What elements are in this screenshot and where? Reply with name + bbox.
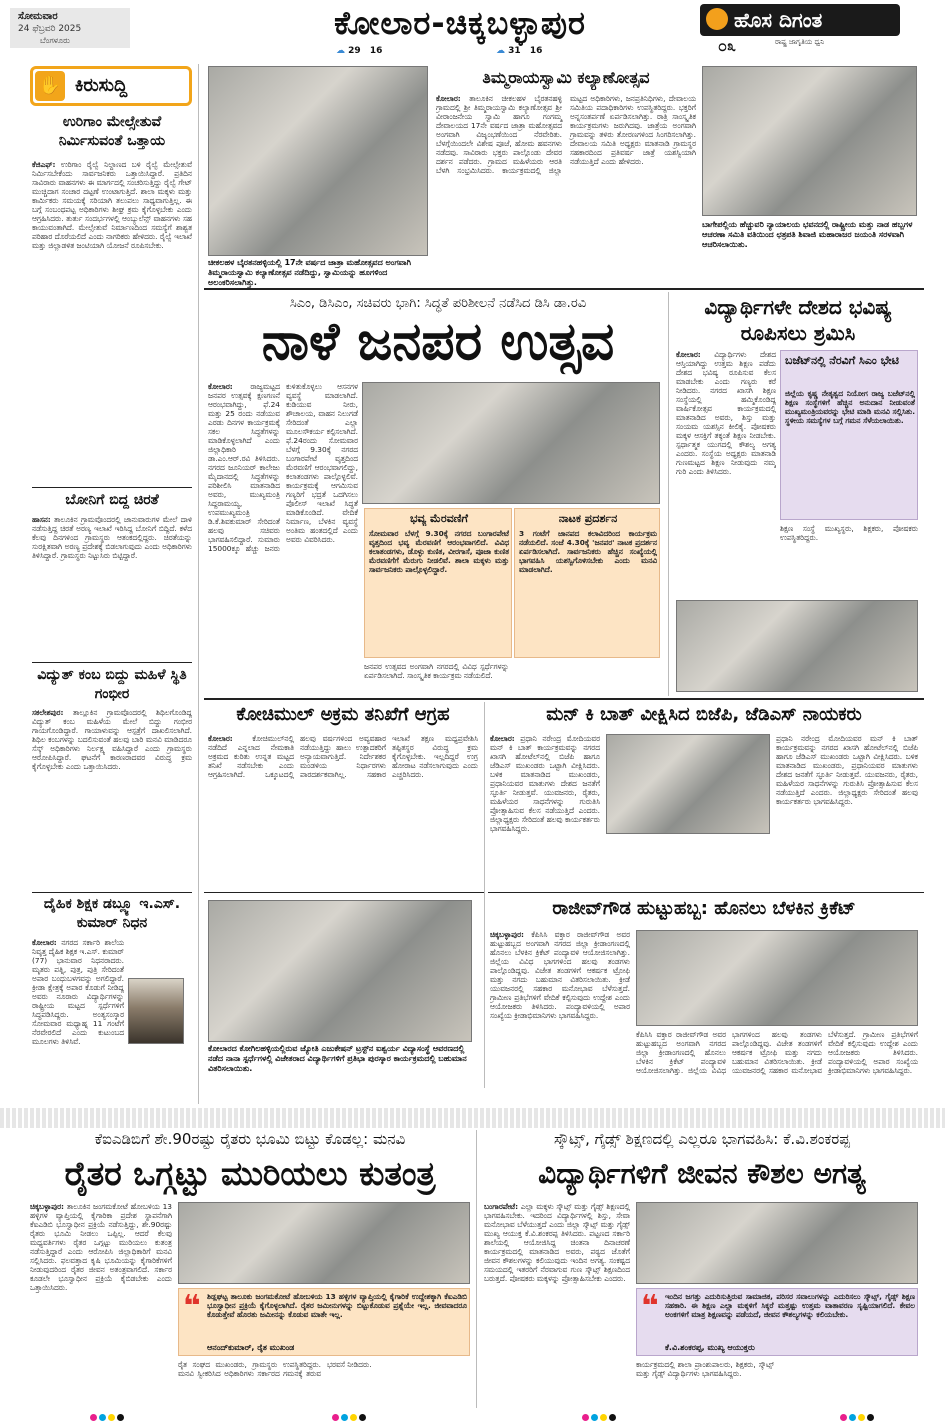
bottom-left-text: ತಾಲೂಕಿನ ಜಂಗಮಕೋಟೆ ಹೋಬಳಿಯ 13 ಹಳ್ಳಿಗಳ ವ್ಯಾಪ್ತಿಯಲ್ಲಿ ಕೈಗಾರಿಕಾ ಪ್ರದೇಶ ಸ್ಥಾಪನೆಗಾಗಿ ಕೆಐಎಡಿಬಿ ಭೂಸ್ವಾಧೀನ ಪ್ರಕ್ರಿಯೆ ನಡೆಸುತ್ತಿದ್ದು, ಶೇ.90ರಷ್ಟು ರೈತರು ಭೂಮಿ ನೀಡಲು ಒಪ್ಪಿಲ್ಲ. ಆದರೆ ಕೆಲವು ಮಧ್ಯವರ್ತಿಗಳು ರೈತರ ಒಗ್ಗಟ್ಟು ಮುರಿಯಲು ಕುತಂತ್ರ ನಡೆಸುತ್ತಿದ್ದಾರೆ ಎಂದು ಆರೋಪಿಸಿ ಜಿಲ್ಲಾಧಿಕಾರಿಗೆ ಮನವಿ ಸಲ್ಲಿಸಿದರು. ಫಲವತ್ತಾದ ಕೃಷಿ ಭೂಮಿಯನ್ನು ಕೈಗಾರಿಕೆಗಳಿಗೆ ನೀಡುವುದರಿಂದ ರೈತರ ಜೀವನ ಅತಂತ್ರವಾಗಲಿದೆ. ಸರ್ಕಾರ ಕೂಡಲೇ ಭೂಸ್ವಾಧೀನ ಪ್ರಕ್ರಿಯೆ ಕೈಬಿಡಬೇಕು ಎಂದು ಒತ್ತಾಯಿಸಿದರು. [30, 1202, 172, 1292]
brief-4-body [32, 938, 124, 1084]
court-photo-caption: ಬಾಗೇಪಲ್ಲಿಯ ಹೆಚ್ಚುವರಿ ನ್ಯಾಯಾಲಯ ಭವನದಲ್ಲಿ ರಾಷ್ಟ್ರೀಯ ಮತ್ತು ನಾಡ ಹಬ್ಬಗಳ ಆಚರಣಾ ಸಮಿತಿ ವತಿಯಿಂದ ಛತ್ರಪತಿ ಶಿವಾಜಿ ಮಹಾರಾಜರ ಜಯಂತಿ ಸರಳವಾಗಿ ಆಚರಿಸಲಾಯಿತು. [702, 220, 913, 249]
lead-box-1-text: ಸೋಮವಾರ ಬೆಳಗ್ಗೆ 9.30ಕ್ಕೆ ನಗರದ ಬಂಗಾರಪೇಟೆ ವೃತ್ತದಿಂದ ಭವ್ಯ ಮೆರವಣಿಗೆ ಆರಂಭವಾಗಲಿದೆ. ವಿವಿಧ ಕಲಾತಂಡಗಳು, ಡೊಳ್ಳು ಕುಣಿತ, ವೀರಗಾಸೆ, ಪೂಜಾ ಕುಣಿತ ಮೆರವಣಿಗೆಗೆ ಮೆರುಗು ನೀಡಲಿವೆ. ಶಾಲಾ ಮಕ್ಕಳು ಮತ್ತು ಸಾರ್ವಜನಿಕರು ಪಾಲ್ಗೊಳ್ಳಲಿದ್ದಾರೆ. [369, 529, 509, 574]
lead-headline: ನಾಳೆ ಜನಪರ ಉತ್ಸವ [261, 312, 615, 372]
date-day: ಸೋಮವಾರ [18, 11, 58, 22]
bottom-right-body [484, 1202, 630, 1406]
right-story-box-text: ಜಿಲ್ಲೆಯ ಕೃಷ್ಣ ನೇತೃತ್ವದ ನಿಯೋಗ ರಾಜ್ಯ ಬಜೆಟ್‌ನಲ್ಲಿ ಶಿಕ್ಷಣ ಸಂಸ್ಥೆಗಳಿಗೆ ಹೆಚ್ಚಿನ ಅನುದಾನ ನೀಡುವಂತೆ ಮುಖ್ಯಮಂತ್ರಿಯವರನ್ನು ಭೇಟಿ ಮಾಡಿ ಮನವಿ ಸಲ್ಲಿಸಿತು. ಸ್ಥಳೀಯ ಸಮಸ್ಯೆಗಳ ಬಗ್ಗೆ ಗಮನ ಸೆಳೆಯಲಾಯಿತು. [785, 389, 915, 425]
group-photo-caption: ಕೋಲಾರದ ಕೋಗಿಲಹಳ್ಳಿಯಲ್ಲಿರುವ ಜ್ಯೋತಿ ಎಜುಕೇಷನ್ ಟ್ರಸ್ಟ್‌ನ ಐಶ್ವರ್ಯ ವಿದ್ಯಾಸಂಸ್ಥೆ ಆವರಣದಲ್ಲಿ ನಡೆದ ನಾನಾ ಸ್ಪರ್ಧೆಗಳಲ್ಲಿ ವಿಜೇತರಾದ ವಿದ್ಯಾರ್ಥಿಗಳಿಗೆ ಪ್ರತಿಭಾ ಪುರಸ್ಕಾರ ಕಾರ್ಯಕ್ರಮದಲ್ಲಿ ಬಹುಮಾನ ವಿತರಿಸಲಾಯಿತು. [208, 1044, 467, 1073]
section-title: ಕೋಲಾರ-ಚಿಕ್ಕಬಳ್ಳಾಪುರ [334, 4, 586, 42]
brand-name: ಹೊಸ ದಿಗಂತ [734, 8, 823, 32]
right-story-headline: ವಿದ್ಯಾರ್ಥಿಗಳೇ ದೇಶದ ಭವಿಷ್ಯ ರೂಪಿಸಲು ಶ್ರಮಿಸಿ [704, 295, 892, 345]
mannkibaat-dateline: ಕೋಲಾರ: [490, 734, 515, 743]
bottom-left-headline: ರೈತರ ಒಗ್ಗಟ್ಟು ಮುರಿಯಲು ಕುತಂತ್ರ [64, 1154, 436, 1193]
divider [32, 662, 192, 663]
divider [32, 487, 192, 488]
right-story-tail: ಶಿಕ್ಷಣ ಸಂಸ್ಥೆ ಮುಖ್ಯಸ್ಥರು, ಶಿಕ್ಷಕರು, ಪೋಷಕರು ಉಪಸ್ಥಿತರಿದ್ದರು. [780, 524, 918, 542]
cricket-dateline: ಚಿಕ್ಕಬಳ್ಳಾಪುರ: [490, 930, 524, 939]
bottom-left-kicker: ಕೆಐಎಡಿಬಿಗೆ ಶೇ.90ರಷ್ಟು ರೈತರು ಭೂಮಿ ಬಿಟ್ಟು ಕೊಡಲ್ಲ: ಮನವಿ [94, 1130, 406, 1148]
temple-photo [208, 66, 428, 256]
quote-mark-icon: ❝ [183, 1289, 201, 1324]
date-block [10, 8, 130, 48]
cricket-body-b: ಕೆಪಿಸಿಸಿ ವಕ್ತಾರ ರಾಜೀವ್‌ಗೌಡ ಅವರ ಹುಟ್ಟುಹಬ್ಬದ ಅಂಗವಾಗಿ ನಗರದ ಜಿಲ್ಲಾ ಕ್ರೀಡಾಂಗಣದಲ್ಲಿ ಹೊನಲು ಬೆಳಕಿನ ಕ್ರಿಕೆಟ್ ಪಂದ್ಯಾವಳಿ ಆಯೋಜಿಸಲಾಗಿತ್ತು. ಜಿಲ್ಲೆಯ ವಿವಿಧ ಭಾಗಗಳಿಂದ ಹಲವು ತಂಡಗಳು ಪಾಲ್ಗೊಂಡಿದ್ದವು. ವಿಜೇತ ತಂಡಗಳಿಗೆ ಆಕರ್ಷಕ ಟ್ರೋಫಿ ಮತ್ತು ನಗದು ಬಹುಮಾನ ವಿತರಿಸಲಾಯಿತು. ಕ್ರೀಡೆ ಯುವಜನರಲ್ಲಿ ಸಹಕಾರ ಮನೋಭಾವ ಬೆಳೆಸುತ್ತದೆ. ಗ್ರಾಮೀಣ ಪ್ರತಿಭೆಗಳಿಗೆ ವೇದಿಕೆ ಕಲ್ಪಿಸುವುದು ಉದ್ದೇಶ ಎಂದು ಆಯೋಜಕರು ತಿಳಿಸಿದರು. ಪಂದ್ಯಾವಳಿಯಲ್ಲಿ ಅಪಾರ ಸಂಖ್ಯೆಯ ಕ್ರೀಡಾಭಿಮಾನಿಗಳು ಭಾಗವಹಿಸಿದ್ದರು. [636, 1030, 918, 1075]
farmers-photo [178, 1202, 470, 1284]
brief-1-body [32, 160, 192, 482]
cricket-body-a [490, 930, 630, 1084]
brief-3-headline: ವಿದ್ಯುತ್ ಕಂಬ ಬಿದ್ದು ಮಹಿಳೆ ಸ್ಥಿತಿ ಗಂಭೀರ [37, 667, 187, 702]
divider [204, 288, 924, 290]
lead-box-1-title: ಭವ್ಯ ಮೆರವಣಿಗೆ [410, 512, 468, 525]
bottom-left-dateline: ಚಿಕ್ಕಬಳ್ಳಾಪುರ: [30, 1202, 64, 1211]
registration-marks [90, 1406, 150, 1416]
brief-4-text: ನಗರದ ಸರ್ಕಾರಿ ಶಾಲೆಯ ನಿವೃತ್ತ ದೈಹಿಕ ಶಿಕ್ಷಕ ಇ.ಎಸ್. ಕುಮಾರ್ (77) ಭಾನುವಾರ ನಿಧನರಾದರು. ಮೃತರು ಪತ್ನಿ, ಪುತ್ರ, ಪುತ್ರಿ ಸೇರಿದಂತೆ ಅಪಾರ ಬಂಧುಬಳಗವನ್ನು ಅಗಲಿದ್ದಾರೆ. ಕ್ರೀಡಾ ಕ್ಷೇತ್ರಕ್ಕೆ ಅಪಾರ ಕೊಡುಗೆ ನೀಡಿದ್ದ ಅವರು ನೂರಾರು ವಿದ್ಯಾರ್ಥಿಗಳನ್ನು ರಾಷ್ಟ್ರೀಯ ಮಟ್ಟದ ಸ್ಪರ್ಧೆಗಳಿಗೆ ಸಿದ್ಧಪಡಿಸಿದ್ದರು. ಅಂತ್ಯಸಂಸ್ಕಾರ ಸೋಮವಾರ ಮಧ್ಯಾಹ್ನ 11 ಗಂಟೆಗೆ ನೆರವೇರಲಿದೆ ಎಂದು ಕುಟುಂಬದ ಮೂಲಗಳು ತಿಳಿಸಿವೆ. [32, 938, 124, 1046]
lead-box-2-text: 3 ಗಂಟೆಗೆ ಜಾನಪದ ಕಲಾವಿದರಿಂದ ಕಾರ್ಯಕ್ರಮ ನಡೆಯಲಿದೆ. ಸಂಜೆ 4.30ಕ್ಕೆ 'ಜನಪರ' ನಾಟಕ ಪ್ರದರ್ಶನ ಏರ್ಪಡಿಸಲಾಗಿದೆ. ಸಾರ್ವಜನಿಕರು ಹೆಚ್ಚಿನ ಸಂಖ್ಯೆಯಲ್ಲಿ ಭಾಗವಹಿಸಿ ಯಶಸ್ವಿಗೊಳಿಸಬೇಕು ಎಂದು ಮನವಿ ಮಾಡಲಾಗಿದೆ. [519, 529, 657, 574]
hand-icon: ✋ [35, 71, 65, 101]
weather-high: 29 [348, 46, 361, 56]
right-story-text: ವಿದ್ಯಾರ್ಥಿಗಳು ದೇಶದ ಆಸ್ತಿಯಾಗಿದ್ದು ಉತ್ತಮ ಶಿಕ್ಷಣ ಪಡೆದು ದೇಶದ ಭವಿಷ್ಯ ರೂಪಿಸುವ ಕೆಲಸ ಮಾಡಬೇಕು ಎಂದು ಗಣ್ಯರು ಕರೆ ನೀಡಿದರು. ನಗರದ ಖಾಸಗಿ ಶಿಕ್ಷಣ ಸಂಸ್ಥೆಯಲ್ಲಿ ಹಮ್ಮಿಕೊಂಡಿದ್ದ ವಾರ್ಷಿಕೋತ್ಸವ ಕಾರ್ಯಕ್ರಮದಲ್ಲಿ ಮಾತನಾಡಿದ ಅವರು, ಶಿಸ್ತು ಮತ್ತು ಸಂಯಮ ಯಶಸ್ಸಿನ ಕೀಲಿಕೈ. ಪೋಷಕರು ಮಕ್ಕಳ ಆಸಕ್ತಿಗೆ ತಕ್ಕಂತೆ ಶಿಕ್ಷಣ ನೀಡಬೇಕು. ಸ್ಪರ್ಧಾತ್ಮಕ ಯುಗದಲ್ಲಿ ಕೌಶಲ್ಯ ಅಗತ್ಯ ಎಂದರು. ಸಂಸ್ಥೆಯ ಅಧ್ಯಕ್ಷರು ಮಾತನಾಡಿ ಗುಣಮಟ್ಟದ ಶಿಕ್ಷಣ ನೀಡುವುದು ನಮ್ಮ ಗುರಿ ಎಂದು ತಿಳಿಸಿದರು. [676, 350, 776, 476]
scouts-photo [636, 1202, 918, 1284]
lead-box-2-title: ನಾಟಕ ಪ್ರದರ್ಶನ [558, 512, 618, 525]
kochimul-body [208, 734, 478, 884]
column-rule [668, 292, 669, 696]
brief-1-text: ಉರಿಗಾಂ ರೈಲ್ವೆ ನಿಲ್ದಾಣದ ಬಳಿ ರೈಲ್ವೆ ಮೇಲ್ಸೇತುವೆ ನಿರ್ಮಿಸಬೇಕೆಂದು ಸಾರ್ವಜನಿಕರು ಒತ್ತಾಯಿಸಿದ್ದಾರೆ. ಪ್ರತಿದಿನ ಸಾವಿರಾರು ವಾಹನಗಳು ಈ ಮಾರ್ಗದಲ್ಲಿ ಸಂಚರಿಸುತ್ತಿದ್ದು ರೈಲ್ವೆ ಗೇಟ್ ಮುಚ್ಚಿದಾಗ ಸಂಚಾರ ದಟ್ಟಣೆ ಉಂಟಾಗುತ್ತಿದೆ. ಶಾಲಾ ಮಕ್ಕಳು ಮತ್ತು ಕಾರ್ಮಿಕರು ಸಮಯಕ್ಕೆ ಸರಿಯಾಗಿ ತಲುಪಲು ಸಾಧ್ಯವಾಗುತ್ತಿಲ್ಲ. ಈ ಬಗ್ಗೆ ಸಂಬಂಧಪಟ್ಟ ಅಧಿಕಾರಿಗಳು ಶೀಘ್ರ ಕ್ರಮ ಕೈಗೊಳ್ಳಬೇಕು ಎಂದು ಆಗ್ರಹಿಸಿದರು. ತುರ್ತು ಸಂದರ್ಭಗಳಲ್ಲಿ ಆಂಬ್ಯುಲೆನ್ಸ್ ವಾಹನಗಳು ಸಹ ಕಾಯುವಂತಾಗಿದೆ. ಮೇಲ್ಸೇತುವೆ ನಿರ್ಮಾಣದಿಂದ ಸಮಸ್ಯೆಗೆ ಶಾಶ್ವತ ಪರಿಹಾರ ದೊರೆಯಲಿದೆ ಎಂದು ನಾಗರಿಕರು ಹೇಳಿದರು. ರೈಲ್ವೆ ಇಲಾಖೆ ಮತ್ತು ಜಿಲ್ಲಾಡಳಿತ ಜಂಟಿಯಾಗಿ ಯೋಜನೆ ರೂಪಿಸಬೇಕು. [32, 160, 192, 250]
bottom-left-tail: ರೈತ ಸಂಘದ ಮುಖಂಡರು, ಗ್ರಾಮಸ್ಥರು ಉಪಸ್ಥಿತರಿದ್ದರು. ಮನವಿ ಸ್ವೀಕರಿಸಿದ ಅಧಿಕಾರಿಗಳು ಸರ್ಕಾರದ ಗಮನಕ್ಕೆ ತರುವ ಭರವಸೆ ನೀಡಿದರು. [178, 1360, 372, 1378]
brief-2-body [32, 515, 192, 658]
brand-tagline: ರಾಷ್ಟ್ರ ಜಾಗೃತಿಯ ಧ್ವನಿ [775, 38, 825, 46]
divider [204, 698, 924, 700]
weather-low: 16 [529, 46, 543, 56]
bottom-right-kicker: ಸ್ಕೌಟ್ಸ್, ಗೈಡ್ಸ್ ಶಿಕ್ಷಣದಲ್ಲಿ ಎಲ್ಲರೂ ಭಾಗವಹಿಸಿ: ಕೆ.ವಿ.ಶಂಕರಪ್ಪ [554, 1130, 850, 1148]
divider [488, 892, 924, 893]
temple-story-body [436, 94, 696, 284]
column-rule [484, 702, 485, 1088]
sun-cloud-icon: ☁ [496, 46, 505, 56]
masthead [0, 0, 945, 60]
lead-box-1 [364, 508, 512, 658]
temple-story-dateline: ಕೋಲಾರ: [436, 94, 461, 103]
bottom-left-body [30, 1202, 172, 1406]
divider [204, 892, 484, 893]
right-story-box [780, 350, 918, 520]
brief-2-dateline: ಹಾಸನ: [32, 515, 51, 524]
weather-2 [496, 46, 542, 56]
right-story-photo [676, 600, 918, 692]
brief-1-headline: ಉರಿಗಾಂ ಮೇಲ್ಸೇತುವೆ ನಿರ್ಮಿಸುವಂತೆ ಒತ್ತಾಯ [58, 114, 166, 149]
kochimul-dateline: ಕೋಲಾರ: [208, 734, 233, 743]
registration-marks [332, 1406, 392, 1416]
cricket-photo [636, 930, 918, 1026]
mannkibaat-text: ಪ್ರಧಾನಿ ನರೇಂದ್ರ ಮೋದಿಯವರ ಮನ್ ಕಿ ಬಾತ್ ಕಾರ್ಯಕ್ರಮವನ್ನು ನಗರದ ಖಾಸಗಿ ಹೋಟೆಲ್‌ನಲ್ಲಿ ಬಿಜೆಪಿ ಹಾಗೂ ಜೆಡಿಎಸ್ ಮುಖಂಡರು ಒಟ್ಟಾಗಿ ವೀಕ್ಷಿಸಿದರು. ಬಳಿಕ ಮಾತನಾಡಿದ ಮುಖಂಡರು, ಪ್ರಧಾನಿಯವರ ಮಾತುಗಳು ದೇಶದ ಜನತೆಗೆ ಸ್ಫೂರ್ತಿ ನೀಡುತ್ತವೆ. ಯುವಜನರು, ರೈತರು, ಮಹಿಳೆಯರ ಸಾಧನೆಗಳನ್ನು ಗುರುತಿಸಿ ಪ್ರೋತ್ಸಾಹಿಸುವ ಕೆಲಸ ನಡೆಯುತ್ತಿದೆ ಎಂದರು. ಜಿಲ್ಲಾಧ್ಯಕ್ಷರು ಸೇರಿದಂತೆ ಹಲವು ಕಾರ್ಯಕರ್ತರು ಭಾಗವಹಿಸಿದ್ದರು. [490, 734, 600, 833]
scouts-quote-author: ಕೆ.ವಿ.ಶಂಕರಪ್ಪ, ಮುಖ್ಯ ಆಯುಕ್ತರು [665, 1343, 755, 1352]
court-photo [702, 66, 917, 216]
date-city: ಬೆಂಗಳೂರು [40, 36, 70, 45]
brief-2-text: ತಾಲೂಕಿನ ಗ್ರಾಮವೊಂದರಲ್ಲಿ ಜಾನುವಾರುಗಳ ಮೇಲೆ ದಾಳಿ ನಡೆಸುತ್ತಿದ್ದ ಚಿರತೆ ಅರಣ್ಯ ಇಲಾಖೆ ಇರಿಸಿದ್ದ ಬೋನಿಗೆ ಬಿದ್ದಿದೆ. ಕಳೆದ ಕೆಲವು ದಿನಗಳಿಂದ ಗ್ರಾಮಸ್ಥರು ಆತಂಕದಲ್ಲಿದ್ದರು. ಚಿರತೆಯನ್ನು ಸುರಕ್ಷಿತವಾಗಿ ಅರಣ್ಯ ಪ್ರದೇಶಕ್ಕೆ ಬಿಡಲಾಗುವುದು ಎಂದು ಅಧಿಕಾರಿಗಳು ತಿಳಿಸಿದ್ದಾರೆ. ಗ್ರಾಮಸ್ಥರು ನಿಟ್ಟುಸಿರು ಬಿಟ್ಟಿದ್ದಾರೆ. [32, 515, 192, 560]
lead-photo [362, 382, 660, 504]
temple-photo-caption: ಚೀಕಲಹಳ ಬೈರತನಹಳ್ಳಿಯಲ್ಲಿ 17ನೇ ವರ್ಷದ ಜಾತ್ರಾ ಮಹೋತ್ಸವದ ಅಂಗವಾಗಿ ತಿಮ್ಮರಾಯಸ್ವಾಮಿ ಕಲ್ಯಾಣೋತ್ಸವ ನಡೆದಿದ್ದು, ಸ್ವಾಮಿಯನ್ನು ಹೂಗಳಿಂದ ಅಲಂಕರಿಸಲಾಗಿತ್ತು. [208, 258, 412, 287]
bottom-right-tail: ಕಾರ್ಯಕ್ರಮದಲ್ಲಿ ಶಾಲಾ ಪ್ರಾಂಶುಪಾಲರು, ಶಿಕ್ಷಕರು, ಸ್ಕೌಟ್ಸ್ ಮತ್ತು ಗೈಡ್ಸ್ ವಿದ್ಯಾರ್ಥಿಗಳು ಭಾಗವಹಿಸಿದ್ದರು. [636, 1360, 774, 1378]
brief-3-text: ತಾಲ್ಲೂಕಿನ ಗ್ರಾಮವೊಂದರಲ್ಲಿ ಶಿಥಿಲಗೊಂಡಿದ್ದ ವಿದ್ಯುತ್ ಕಂಬ ಮಹಿಳೆಯ ಮೇಲೆ ಬಿದ್ದು ಗಂಭೀರ ಗಾಯಗೊಂಡಿದ್ದಾರೆ. ಗಾಯಾಳುವನ್ನು ಆಸ್ಪತ್ರೆಗೆ ದಾಖಲಿಸಲಾಗಿದೆ. ಶಿಥಿಲ ಕಂಬಗಳನ್ನು ಬದಲಿಸುವಂತೆ ಹಲವು ಬಾರಿ ಮನವಿ ಮಾಡಿದರೂ ಸೆಸ್ಕ್ ಅಧಿಕಾರಿಗಳು ನಿರ್ಲಕ್ಷ್ಯ ವಹಿಸಿದ್ದಾರೆ ಎಂದು ಗ್ರಾಮಸ್ಥರು ಆರೋಪಿಸಿದ್ದಾರೆ. ಘಟನೆಗೆ ಕಾರಣರಾದವರ ವಿರುದ್ಧ ಕ್ರಮ ಕೈಗೊಳ್ಳಬೇಕು ಎಂದು ಒತ್ತಾಯಿಸಿದರು. [32, 708, 192, 771]
date-text: 24 ಫೆಬ್ರವರಿ 2025 [18, 24, 82, 34]
weather-1 [336, 46, 382, 56]
brief-4-dateline: ಕೋಲಾರ: [32, 938, 57, 947]
page-number: ೦೩ [718, 36, 736, 55]
weather-low: 16 [369, 46, 383, 56]
mannkibaat-body-a [490, 734, 600, 884]
registration-marks [582, 1406, 642, 1416]
section-divider-strip [0, 1108, 945, 1128]
mannkibaat-headline: ಮನ್ ಕಿ ಬಾತ್ ವೀಕ್ಷಿಸಿದ ಬಿಜೆಪಿ, ಜೆಡಿಎಸ್ ನಾಯಕರು [546, 704, 862, 725]
brief-3-body [32, 708, 192, 888]
brief-2-headline: ಬೋನಿಗೆ ಬಿದ್ದ ಚಿರತೆ [65, 492, 159, 508]
bottom-right-headline: ವಿದ್ಯಾರ್ಥಿಗಳಿಗೆ ಜೀವನ ಕೌಶಲ ಅಗತ್ಯ [538, 1157, 866, 1190]
lamp-icon [706, 8, 728, 30]
sun-cloud-icon: ☁ [336, 46, 345, 56]
kochimul-headline: ಕೋಚಿಮುಲ್ ಅಕ್ರಮ ತನಿಖೆಗೆ ಆಗ್ರಹ [236, 704, 450, 725]
lead-text: ರಾಜ್ಯಮಟ್ಟದ ಜನಪರ ಉತ್ಸವಕ್ಕೆ ಕ್ಷಣಗಣನೆ ಆರಂಭವಾಗಿದ್ದು, ಫೆ.24 ಮತ್ತು 25 ರಂದು ನಡೆಯುವ ಎರಡು ದಿನಗಳ ಕಾರ್ಯಕ್ರಮಕ್ಕೆ ಸಕಲ ಸಿದ್ಧತೆಗಳನ್ನು ಮಾಡಿಕೊಳ್ಳಲಾಗಿದೆ ಎಂದು ಜಿಲ್ಲಾಧಿಕಾರಿ ಡಾ.ಎಂ.ಆರ್.ರವಿ ತಿಳಿಸಿದರು. ನಗರದ ಜೂನಿಯರ್ ಕಾಲೇಜು ಮೈದಾನದಲ್ಲಿ ಸಿದ್ಧತೆಗಳನ್ನು ಪರಿಶೀಲಿಸಿ ಮಾತನಾಡಿದ ಅವರು, ಮುಖ್ಯಮಂತ್ರಿ ಸಿದ್ದರಾಮಯ್ಯ, ಉಪಮುಖ್ಯಮಂತ್ರಿ ಡಿ.ಕೆ.ಶಿವಕುಮಾರ್ ಸೇರಿದಂತೆ ಹಲವು ಸಚಿವರು ಭಾಗವಹಿಸಲಿದ್ದಾರೆ. ಸುಮಾರು 15000ಕ್ಕೂ ಹೆಚ್ಚು ಜನರು ಕುಳಿತುಕೊಳ್ಳಲು ಆಸನಗಳ ವ್ಯವಸ್ಥೆ ಮಾಡಲಾಗಿದೆ. ಕುಡಿಯುವ ನೀರು, ಶೌಚಾಲಯ, ವಾಹನ ನಿಲುಗಡೆ ಸೇರಿದಂತೆ ಎಲ್ಲಾ ಮೂಲಸೌಕರ್ಯ ಕಲ್ಪಿಸಲಾಗಿದೆ. ಫೆ.24ರಂದು ಸೋಮವಾರ ಬೆಳಗ್ಗೆ 9.30ಕ್ಕೆ ನಗರದ ಬಂಗಾರಪೇಟೆ ವೃತ್ತದಿಂದ ಮೆರವಣಿಗೆ ಆರಂಭವಾಗಲಿದ್ದು, ಕಲಾತಂಡಗಳು ಪಾಲ್ಗೊಳ್ಳಲಿವೆ. ಕಾರ್ಯಕ್ರಮಕ್ಕೆ ಆಗಮಿಸುವ ಗಣ್ಯರಿಗೆ ಭದ್ರತೆ ಒದಗಿಸಲು ಪೊಲೀಸ್ ಇಲಾಖೆ ಸಿದ್ಧತೆ ಮಾಡಿಕೊಂಡಿದೆ. ವೇದಿಕೆ ನಿರ್ಮಾಣ, ಬೆಳಕಿನ ವ್ಯವಸ್ಥೆ ಅಂತಿಮ ಹಂತದಲ್ಲಿದೆ ಎಂದು ಅವರು ವಿವರಿಸಿದರು. [208, 382, 358, 553]
weather-high: 31 [508, 46, 521, 56]
cricket-headline: ರಾಜೀವ್‌ಗೌಡ ಹುಟ್ಟುಹಬ್ಬ: ಹೊನಲು ಬೆಳಕಿನ ಕ್ರಿಕೆಟ್ [552, 898, 856, 919]
column-rule [198, 64, 199, 1104]
mannkibaat-body-b: ಪ್ರಧಾನಿ ನರೇಂದ್ರ ಮೋದಿಯವರ ಮನ್ ಕಿ ಬಾತ್ ಕಾರ್ಯಕ್ರಮವನ್ನು ನಗರದ ಖಾಸಗಿ ಹೋಟೆಲ್‌ನಲ್ಲಿ ಬಿಜೆಪಿ ಹಾಗೂ ಜೆಡಿಎಸ್ ಮುಖಂಡರು ಒಟ್ಟಾಗಿ ವೀಕ್ಷಿಸಿದರು. ಬಳಿಕ ಮಾತನಾಡಿದ ಮುಖಂಡರು, ಪ್ರಧಾನಿಯವರ ಮಾತುಗಳು ದೇಶದ ಜನತೆಗೆ ಸ್ಫೂರ್ತಿ ನೀಡುತ್ತವೆ. ಯುವಜನರು, ರೈತರು, ಮಹಿಳೆಯರ ಸಾಧನೆಗಳನ್ನು ಗುರುತಿಸಿ ಪ್ರೋತ್ಸಾಹಿಸುವ ಕೆಲಸ ನಡೆಯುತ್ತಿದೆ ಎಂದರು. ಜಿಲ್ಲಾಧ್ಯಕ್ಷರು ಸೇರಿದಂತೆ ಹಲವು ಕಾರ್ಯಕರ್ತರು ಭಾಗವಹಿಸಿದ್ದರು. [776, 734, 918, 806]
right-story-dateline: ಕೋಲಾರ: [676, 350, 701, 359]
brief-4-headline: ದೈಹಿಕ ಶಿಕ್ಷಕ ಡಬ್ಲ್ಯೂ ಇ.ಎಸ್. ಕುಮಾರ್ ನಿಧನ [43, 896, 181, 931]
farmers-quote-author: ಆನಂದ್‌ಕುಮಾರ್, ರೈತ ಮುಖಂಡ [207, 1343, 295, 1352]
lead-body [208, 382, 358, 694]
kirusuddi-label: ಕಿರುಸುದ್ದಿ [75, 75, 128, 96]
lead-box-2 [514, 508, 660, 658]
group-photo [208, 900, 472, 1042]
lead-dateline: ಕೋಲಾರ: [208, 382, 233, 391]
lead-kicker: ಸಿಎಂ, ಡಿಸಿಎಂ, ಸಚಿವರು ಭಾಗಿ: ಸಿದ್ಧತೆ ಪರಿಶೀಲನೆ ನಡೆಸಿದ ಡಿಸಿ ಡಾ.ರವಿ [289, 296, 587, 311]
kochimul-text: ಕೋಚಿಮುಲ್‌ನಲ್ಲಿ ನಡೆದಿದೆ ಎನ್ನಲಾದ ನೇಮಕಾತಿ ಅಕ್ರಮದ ಕುರಿತು ಉನ್ನತ ಮಟ್ಟದ ತನಿಖೆ ನಡೆಸಬೇಕು ಎಂದು ಆಗ್ರಹಿಸಲಾಗಿದೆ. ಒಕ್ಕೂಟದಲ್ಲಿ ಹಲವು ವರ್ಷಗಳಿಂದ ಅವ್ಯವಹಾರ ನಡೆಯುತ್ತಿದ್ದು ಹಾಲು ಉತ್ಪಾದಕರಿಗೆ ಅನ್ಯಾಯವಾಗುತ್ತಿದೆ. ನಿರ್ದೇಶಕರ ಮಂಡಳಿಯ ನಿರ್ಧಾರಗಳು ಪಾರದರ್ಶಕವಾಗಿಲ್ಲ. ಸಹಕಾರ ಇಲಾಖೆ ತಕ್ಷಣ ಮಧ್ಯಪ್ರವೇಶಿಸಿ ತಪ್ಪಿತಸ್ಥರ ವಿರುದ್ಧ ಕ್ರಮ ಕೈಗೊಳ್ಳಬೇಕು. ಇಲ್ಲದಿದ್ದರೆ ಉಗ್ರ ಹೋರಾಟ ನಡೆಸಲಾಗುವುದು ಎಂದು ಎಚ್ಚರಿಸಿದರು. [208, 734, 478, 779]
bottom-right-dateline: ಬಂಗಾರಪೇಟೆ: [484, 1202, 519, 1211]
brief-3-dateline: ಸಕಲೇಶಪುರ: [32, 708, 64, 717]
brand-logo [700, 4, 900, 36]
bottom-right-text: ಎಲ್ಲಾ ಮಕ್ಕಳು ಸ್ಕೌಟ್ಸ್ ಮತ್ತು ಗೈಡ್ಸ್ ಶಿಕ್ಷಣದಲ್ಲಿ ಭಾಗವಹಿಸಬೇಕು. ಇದರಿಂದ ವಿದ್ಯಾರ್ಥಿಗಳಲ್ಲಿ ಶಿಸ್ತು, ಸೇವಾ ಮನೋಭಾವ ಬೆಳೆಯುತ್ತದೆ ಎಂದು ಜಿಲ್ಲಾ ಸ್ಕೌಟ್ಸ್ ಮತ್ತು ಗೈಡ್ಸ್ ಮುಖ್ಯ ಆಯುಕ್ತ ಕೆ.ವಿ.ಶಂಕರಪ್ಪ ತಿಳಿಸಿದರು. ಪಟ್ಟಣದ ಸರ್ಕಾರಿ ಶಾಲೆಯಲ್ಲಿ ಆಯೋಜಿಸಿದ್ದ ಚಿಂತನಾ ದಿನಾಚರಣೆ ಕಾರ್ಯಕ್ರಮದಲ್ಲಿ ಮಾತನಾಡಿದ ಅವರು, ಪಠ್ಯದ ಜೊತೆಗೆ ಜೀವನ ಕೌಶಲಗಳನ್ನು ಕಲಿಯುವುದು ಇಂದಿನ ಅಗತ್ಯ. ಸಂಕಷ್ಟದ ಸಮಯದಲ್ಲಿ ಇತರರಿಗೆ ನೆರವಾಗುವ ಗುಣ ಸ್ಕೌಟ್ಸ್ ಶಿಕ್ಷಣದಿಂದ ಬರುತ್ತದೆ. ಪೋಷಕರು ಮಕ್ಕಳನ್ನು ಪ್ರೋತ್ಸಾಹಿಸಬೇಕು ಎಂದರು. [484, 1202, 630, 1283]
temple-story-text: ತಾಲೂಕಿನ ಚೀಕಲಹಳ ಬೈರತನಹಳ್ಳಿ ಗ್ರಾಮದಲ್ಲಿ ಶ್ರೀ ತಿಮ್ಮರಾಯಸ್ವಾಮಿ ಕಲ್ಯಾಣೋತ್ಸವ ಶ್ರೀ ವೀರಾಂಜನೇಯ ಸ್ವಾಮಿ ಹಾಗೂ ಗಂಗಮ್ಮ ದೇವಾಲಯದ 17ನೇ ವರ್ಷದ ಜಾತ್ರಾ ಮಹೋತ್ಸವದ ಅಂಗವಾಗಿ ವಿಜೃಂಭಣೆಯಿಂದ ನೆರವೇರಿತು. ಬೆಳಗ್ಗೆಯಿಂದಲೇ ವಿಶೇಷ ಪೂಜೆ, ಹೋಮ ಹವನಗಳು ನಡೆದವು. ಸಾವಿರಾರು ಭಕ್ತರು ಪಾಲ್ಗೊಂಡು ದೇವರ ದರ್ಶನ ಪಡೆದರು. ಗ್ರಾಮದ ಮಹಿಳೆಯರು ಆರತಿ ಬೆಳಗಿ ಸಂಭ್ರಮಿಸಿದರು. ಕಾರ್ಯಕ್ರಮದಲ್ಲಿ ಜಿಲ್ಲಾ ಮಟ್ಟದ ಅಧಿಕಾರಿಗಳು, ಜನಪ್ರತಿನಿಧಿಗಳು, ದೇವಾಲಯ ಸಮಿತಿಯ ಪದಾಧಿಕಾರಿಗಳು ಉಪಸ್ಥಿತರಿದ್ದರು. ಭಕ್ತರಿಗೆ ಅನ್ನಸಂತರ್ಪಣೆ ಏರ್ಪಡಿಸಲಾಗಿತ್ತು. ರಾತ್ರಿ ಸಾಂಸ್ಕೃತಿಕ ಕಾರ್ಯಕ್ರಮಗಳು ಜರುಗಿದವು. ಜಾತ್ರೆಯ ಅಂಗವಾಗಿ ಗ್ರಾಮವನ್ನು ತಳಿರು ತೋರಣಗಳಿಂದ ಸಿಂಗರಿಸಲಾಗಿತ್ತು. ದೇವಾಲಯ ಸಮಿತಿ ಅಧ್ಯಕ್ಷರು ಮಾತನಾಡಿ ಗ್ರಾಮಸ್ಥರ ಸಹಕಾರದಿಂದ ಪ್ರತಿವರ್ಷ ಜಾತ್ರೆ ಯಶಸ್ವಿಯಾಗಿ ನಡೆಯುತ್ತಿದೆ ಎಂದು ಹೇಳಿದರು. [436, 94, 696, 175]
farmers-quote [178, 1288, 470, 1356]
quote-mark-icon: ❝ [641, 1289, 659, 1324]
registration-marks [840, 1406, 900, 1416]
temple-story-headline: ತಿಮ್ಮರಾಯಸ್ವಾಮಿ ಕಲ್ಯಾಣೋತ್ಸವ [482, 68, 650, 87]
farmers-quote-text: ಶಿಡ್ಲಘಟ್ಟ ತಾಲೂಕು ಜಂಗಮಕೋಟೆ ಹೋಬಳಿಯ 13 ಹಳ್ಳಿಗಳ ವ್ಯಾಪ್ತಿಯಲ್ಲಿ ಕೈಗಾರಿಕೆ ಉದ್ದೇಶಕ್ಕಾಗಿ ಕೆಐಎಡಿಬಿ ಭೂಸ್ವಾಧೀನ ಪ್ರಕ್ರಿಯೆ ಕೈಗೊಳ್ಳಲಾಗಿದೆ. ರೈತರ ಜಮೀನುಗಳನ್ನು ಬಿಟ್ಟುಕೊಡುವ ಪ್ರಶ್ನೆಯೇ ಇಲ್ಲ. ಜೀವವಾದರೂ ಕೊಡುತ್ತೇವೆ ಹೊರತು ಜಮೀನನ್ನು ಕೊಡುವ ಮಾತೇ ಇಲ್ಲ. [207, 1292, 467, 1319]
brief-1-dateline: ಕೆಜಿಎಫ್: [32, 160, 56, 169]
divider [32, 892, 192, 893]
scouts-quote-text: ಇಂದಿನ ಜಗತ್ತು ಎದುರಿಸುತ್ತಿರುವ ಸಾಮಾಜಿಕ, ಪರಿಸರ ಸವಾಲುಗಳನ್ನು ಎದುರಿಸಲು ಸ್ಕೌಟ್ಸ್, ಗೈಡ್ಸ್ ಶಿಕ್ಷಣ ಸಹಕಾರಿ. ಈ ಶಿಕ್ಷಣ ಎಲ್ಲಾ ಮಕ್ಕಳಿಗೆ ಸಿಕ್ಕರೆ ಮತ್ತಷ್ಟು ಉತ್ತಮ ವಾತಾವರಣ ಸೃಷ್ಟಿಯಾಗಲಿದೆ. ಕೇವಲ ಅಂಕಗಳಿಗೆ ಮಾತ್ರ ಶಿಕ್ಷಣವನ್ನು ಪಡೆಯದೆ, ಜೀವನ ಕೌಶಲ್ಯಗಳನ್ನು ಕಲಿಯಬೇಕು. [665, 1292, 915, 1319]
mannkibaat-photo [606, 734, 770, 834]
kirusuddi-banner [30, 66, 192, 106]
right-story-box-title: ಬಜೆಟ್‌ನಲ್ಲಿ ನೆರವಿಗೆ ಸಿಎಂ ಭೇಟಿ [785, 354, 899, 367]
cricket-text: ಕೆಪಿಸಿಸಿ ವಕ್ತಾರ ರಾಜೀವ್‌ಗೌಡ ಅವರ ಹುಟ್ಟುಹಬ್ಬದ ಅಂಗವಾಗಿ ನಗರದ ಜಿಲ್ಲಾ ಕ್ರೀಡಾಂಗಣದಲ್ಲಿ ಹೊನಲು ಬೆಳಕಿನ ಕ್ರಿಕೆಟ್ ಪಂದ್ಯಾವಳಿ ಆಯೋಜಿಸಲಾಗಿತ್ತು. ಜಿಲ್ಲೆಯ ವಿವಿಧ ಭಾಗಗಳಿಂದ ಹಲವು ತಂಡಗಳು ಪಾಲ್ಗೊಂಡಿದ್ದವು. ವಿಜೇತ ತಂಡಗಳಿಗೆ ಆಕರ್ಷಕ ಟ್ರೋಫಿ ಮತ್ತು ನಗದು ಬಹುಮಾನ ವಿತರಿಸಲಾಯಿತು. ಕ್ರೀಡೆ ಯುವಜನರಲ್ಲಿ ಸಹಕಾರ ಮನೋಭಾವ ಬೆಳೆಸುತ್ತದೆ. ಗ್ರಾಮೀಣ ಪ್ರತಿಭೆಗಳಿಗೆ ವೇದಿಕೆ ಕಲ್ಪಿಸುವುದು ಉದ್ದೇಶ ಎಂದು ಆಯೋಜಕರು ತಿಳಿಸಿದರು. ಪಂದ್ಯಾವಳಿಯಲ್ಲಿ ಅಪಾರ ಸಂಖ್ಯೆಯ ಕ್ರೀಡಾಭಿಮಾನಿಗಳು ಭಾಗವಹಿಸಿದ್ದರು. [490, 930, 630, 1020]
column-rule [476, 1130, 477, 1408]
scouts-quote [636, 1288, 918, 1356]
lead-tail: ಜನಪರ ಉತ್ಸವದ ಅಂಗವಾಗಿ ನಗರದಲ್ಲಿ ವಿವಿಧ ಸ್ಪರ್ಧೆಗಳನ್ನು ಏರ್ಪಡಿಸಲಾಗಿದೆ. ಸಾಂಸ್ಕೃತಿಕ ಕಾರ್ಯಕ್ರಮ ನಡೆಯಲಿದೆ. [364, 662, 509, 680]
right-story-body [676, 350, 776, 596]
obituary-photo [128, 978, 184, 1044]
